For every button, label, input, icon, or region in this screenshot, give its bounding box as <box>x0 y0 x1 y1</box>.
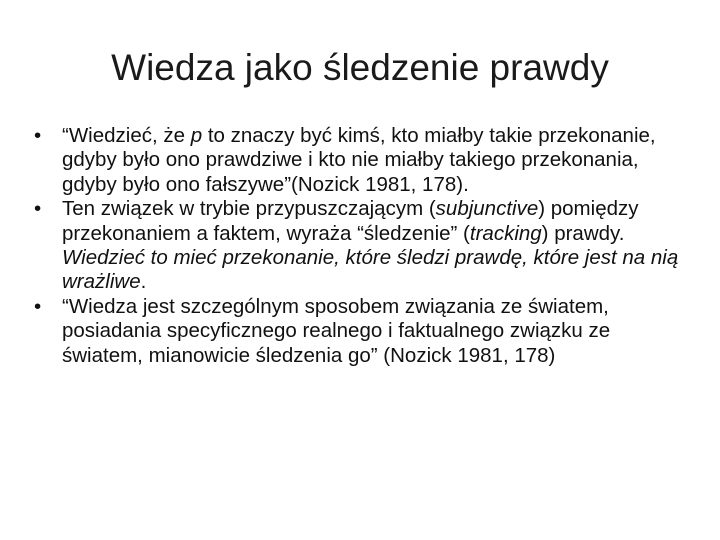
bullet-marker: • <box>34 197 42 221</box>
bullet-2-term-subjunctive: subjunctive <box>435 197 539 221</box>
bullet-1-text-a: “Wiedzieć, że <box>62 124 191 147</box>
bullet-2-text-d: . <box>140 270 147 294</box>
bullet-2-term-tracking: tracking <box>469 221 542 245</box>
bullet-2-text-a: Ten związek w trybie przypuszczającym ( <box>62 197 436 221</box>
bullet-marker: • <box>34 294 42 318</box>
bullet-1-text-b: to znaczy być kimś, kto miałby takie przekonanie, gdyby było ono prawdziwe i kto nie miałby takiego przekonania, gdyby było ono fałszywe”(Nozick 1981, 178). <box>62 124 656 196</box>
slide-title: Wiedza jako śledzenie prawdy <box>111 47 609 88</box>
bullet-marker: • <box>34 124 42 147</box>
bullet-item-1 <box>34 124 684 197</box>
bullet-item-3 <box>34 295 684 368</box>
bullet-2-definition: Wiedzieć to mieć przekonanie, które śledzi prawdę, które jest na nią wrażliwe <box>62 246 679 294</box>
bullet-item-2 <box>34 197 684 295</box>
bullet-3-text: “Wiedza jest szczególnym sposobem związania ze światem, posiadania specyficznego realnego i faktualnego związku ze światem, mianowicie śledzenia go” (Nozick 1981, 178) <box>62 294 611 367</box>
bullet-2-text-c: ) prawdy. <box>541 221 625 245</box>
bullet-list <box>34 124 684 368</box>
bullet-2-text-b: ) pomiędzy przekonaniem a faktem, wyraża “śledzenie” ( <box>62 197 639 245</box>
bullet-1-var-p: p <box>190 124 203 147</box>
